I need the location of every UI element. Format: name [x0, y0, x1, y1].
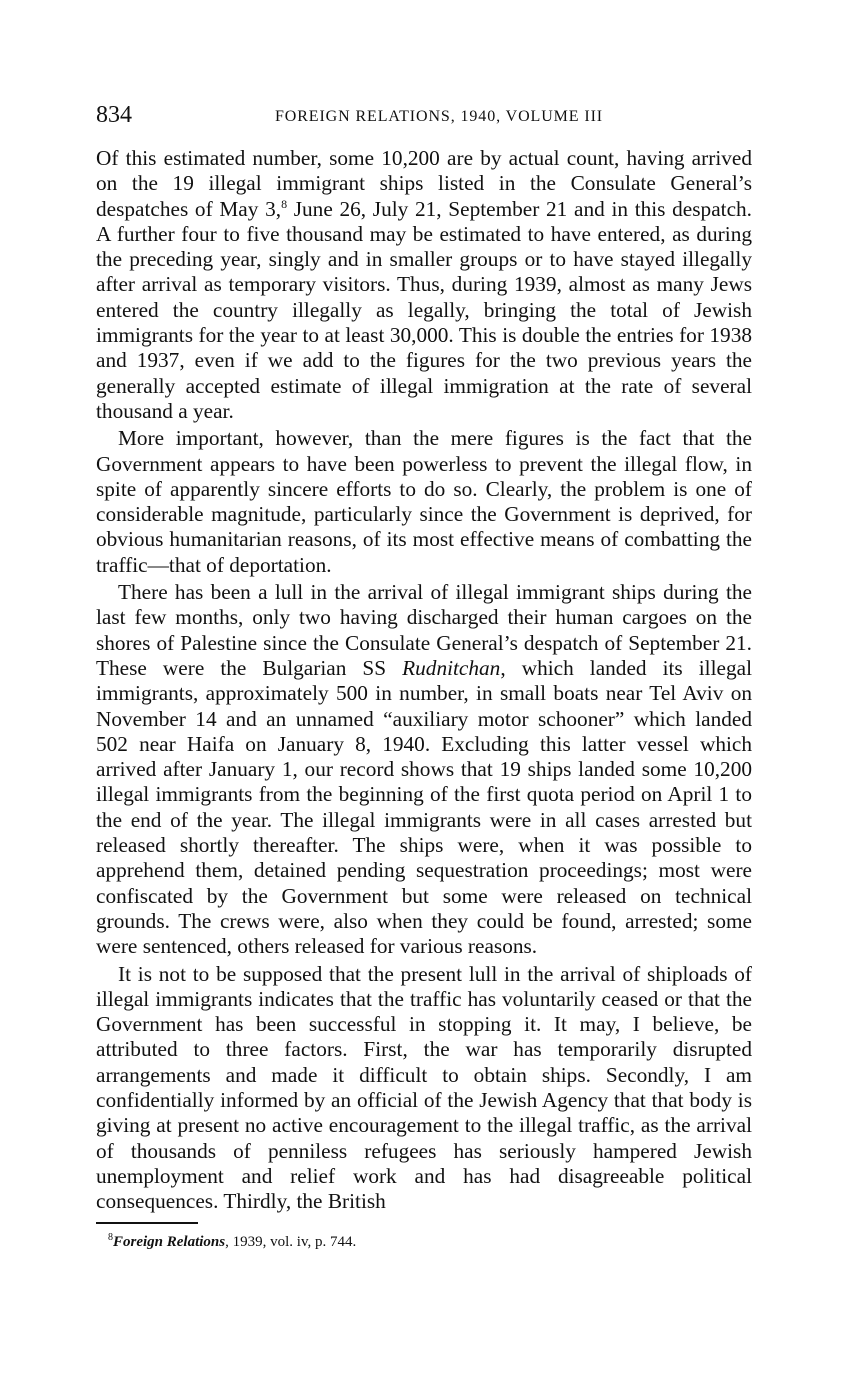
paragraph-1 [96, 146, 752, 424]
ship-name: Rudnitchan [402, 655, 501, 680]
paragraph-1-text-a: Of this estimated number, some 10,200 are by actual count, having arrived on the 19 illegal immigrant ships listed in the Consulate General’s despatches of May 3, [96, 146, 752, 221]
paragraph-3-text-b: , which landed its illegal immigrants, approximately 500 in number, in small boats near Tel Aviv on November 14 and an unnamed “auxiliary motor schooner” which landed 502 near Haifa on January 8, 1940. Excluding this latter vessel which arrived after January 1, our record shows that 19 ships landed some 10,200 illegal immigrants from the beginning of the first quota period on April 1 to the end of the year. The illegal immigrants were in all cases arrested but released shortly thereafter. The ships were, when it was possible to apprehend them, detained pending sequestration proceedings; most were confiscated by the Government but some were released on technical grounds. The crews were, also when they could be found, arrested; some were sentenced, others released for various reasons. [96, 655, 752, 959]
page-number: 834 [96, 102, 132, 128]
paragraph-2: More important, however, than the mere figures is the fact that the Government appears to have been powerless to prevent the illegal flow, in spite of apparently sincere efforts to do so. Clearly, the problem is one of considerable magnitude, particularly since the Government is deprived, for obvious humanitarian reasons, of its most effective means of combatting the traffic—that of deportation. [96, 426, 752, 577]
footnote-reference: 8 [281, 196, 288, 211]
paragraph-3 [96, 580, 752, 959]
paragraph-1-text-b: June 26, July 21, September 21 and in this despatch. A further four to five thousand may be estimated to have entered, as during the preceding year, singly and in smaller groups or to have stayed illegally after arrival as temporary visitors. Thus, during 1939, almost as many Jews entered the country illegally as legally, bringing the total of Jewish immigrants for the year to at least 30,000. This is double the entries for 1938 and 1937, even if we add to the figures for the two previous years the generally accepted estimate of illegal immigration at the rate of several thousand a year. [96, 196, 752, 423]
footnote-divider [96, 1222, 198, 1224]
footnote-mark: 8 [108, 1232, 113, 1244]
running-title: FOREIGN RELATIONS, 1940, VOLUME III [274, 108, 604, 125]
footnote [96, 1232, 752, 1252]
paragraph-4: It is not to be supposed that the present lull in the arrival of shiploads of illegal immigrants indicates that the traffic has voluntarily ceased or that the Government has been successful in stopping it. It may, I believe, be attributed to three factors. First, the war has temporarily disrupted arrangements and made it difficult to obtain ships. Secondly, I am confidentially informed by an official of the Jewish Agency that that body is giving at present no active encouragement to the illegal traffic, as the arrival of thousands of penniless refugees has seriously hampered Jewish unemployment and relief work and has had disagreeable political consequences. Thirdly, the British [96, 961, 752, 1214]
footnote-title: Foreign Relations [113, 1234, 226, 1251]
body-text [96, 146, 752, 1214]
document-page [96, 100, 752, 1252]
page-header [96, 100, 752, 134]
paragraph-3-text-a: There has been a lull in the arrival of illegal immigrant ships during the last few months, only two having discharged their human cargoes on the shores of Palestine since the Consulate General’s despatch of September 21. These were the Bulgarian SS [96, 580, 752, 680]
footnote-text: , 1939, vol. iv, p. 744. [225, 1234, 357, 1251]
